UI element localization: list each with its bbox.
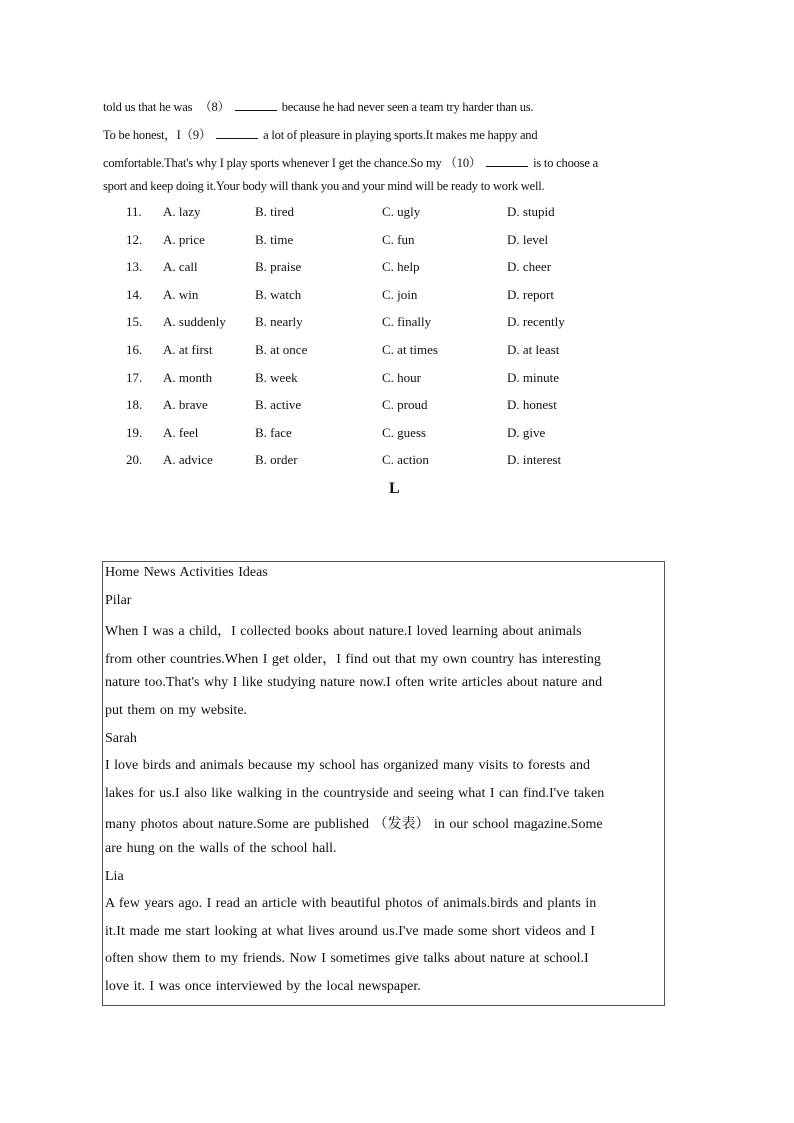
passage-text: because he had never seen a team try harder than us. <box>281 100 534 114</box>
option-b: B. tired <box>255 204 294 219</box>
text-line: many photos about nature.Some are published （发表） in our school magazine.Some <box>105 817 603 832</box>
passage-line-4 <box>103 179 683 194</box>
question-row <box>126 370 686 390</box>
text-line: put them on my website. <box>105 703 248 718</box>
text-line: often show them to my friends. Now I sometimes give talks about nature at school.I <box>105 951 589 966</box>
question-number: 17. <box>126 370 143 385</box>
question-number: 20. <box>126 452 143 467</box>
option-c: C. fun <box>382 232 415 247</box>
question-number: 11. <box>126 204 142 219</box>
option-a: A. win <box>163 287 199 302</box>
text-line: are hung on the walls of the school hall. <box>105 841 337 856</box>
option-a: A. advice <box>163 452 213 467</box>
text-line: from other countries.When I get older，I find out that my own country has interesting <box>105 652 601 667</box>
option-b: B. nearly <box>255 314 303 329</box>
question-row <box>126 232 686 252</box>
passage-line-3 <box>103 153 683 171</box>
question-row <box>126 452 686 472</box>
option-d: D. minute <box>507 370 559 385</box>
option-a: A. suddenly <box>163 314 226 329</box>
passage-text: told us that he was <box>103 100 193 114</box>
option-c: C. guess <box>382 425 427 440</box>
option-b: B. order <box>255 452 298 467</box>
answer-blank <box>235 100 277 111</box>
question-row <box>126 314 686 334</box>
option-d: D. honest <box>507 397 557 412</box>
question-number: 15. <box>126 314 143 329</box>
passage-text: comfortable.That's why I play sports whenever I get the chance.So my <box>103 156 442 170</box>
option-c: C. join <box>382 287 418 302</box>
option-c: C. action <box>382 452 429 467</box>
option-d: D. give <box>507 425 546 440</box>
passage-text: To be honest，I（9） <box>103 128 212 142</box>
option-d: D. stupid <box>507 204 555 219</box>
website-nav: Home News Activities Ideas <box>105 565 268 580</box>
blank-number: （10） <box>444 156 482 170</box>
question-number: 13. <box>126 259 143 274</box>
option-b: B. watch <box>255 287 302 302</box>
question-row <box>126 397 686 417</box>
section-letter: L <box>389 480 400 497</box>
text-line: nature too.That's why I like studying nature now.I often write articles about nature and <box>105 675 603 690</box>
option-a: A. lazy <box>163 204 201 219</box>
question-number: 18. <box>126 397 143 412</box>
text-line: it.It made me start looking at what lives around us.I've made some short videos and I <box>105 924 595 939</box>
text-line: love it. I was once interviewed by the local newspaper. <box>105 979 421 994</box>
blank-number: （8） <box>199 100 230 114</box>
author-name: Lia <box>105 869 124 884</box>
option-d: D. interest <box>507 452 562 467</box>
author-name: Pilar <box>105 593 132 608</box>
question-number: 14. <box>126 287 143 302</box>
option-a: A. feel <box>163 425 199 440</box>
question-row <box>126 204 686 224</box>
question-number: 16. <box>126 342 143 357</box>
text-line: A few years ago. I read an article with beautiful photos of animals.birds and plants in <box>105 896 597 911</box>
option-d: D. report <box>507 287 554 302</box>
option-b: B. active <box>255 397 302 412</box>
option-a: A. brave <box>163 397 208 412</box>
option-a: A. call <box>163 259 198 274</box>
answer-blank <box>216 128 258 139</box>
question-number: 12. <box>126 232 143 247</box>
passage-text: a lot of pleasure in playing sports.It makes me happy and <box>263 128 538 142</box>
option-b: B. face <box>255 425 292 440</box>
answer-blank <box>486 156 528 167</box>
option-a: A. at first <box>163 342 213 357</box>
option-c: C. ugly <box>382 204 421 219</box>
text-line: When I was a child，I collected books about nature.I loved learning about animals <box>105 624 582 639</box>
option-d: D. level <box>507 232 549 247</box>
option-d: D. recently <box>507 314 565 329</box>
option-c: C. hour <box>382 370 421 385</box>
option-a: A. price <box>163 232 205 247</box>
text-line: lakes for us.I also like walking in the countryside and seeing what I can find.I've taken <box>105 786 605 801</box>
option-c: C. proud <box>382 397 428 412</box>
option-d: D. cheer <box>507 259 552 274</box>
option-c: C. finally <box>382 314 432 329</box>
question-row <box>126 425 686 445</box>
website-box <box>102 561 665 1006</box>
question-row <box>126 287 686 307</box>
question-row <box>126 259 686 279</box>
option-b: B. time <box>255 232 294 247</box>
question-number: 19. <box>126 425 143 440</box>
author-name: Sarah <box>105 731 137 746</box>
option-b: B. week <box>255 370 298 385</box>
passage-text: is to choose a <box>533 156 598 170</box>
text-line: I love birds and animals because my school has organized many visits to forests and <box>105 758 590 773</box>
option-c: C. at times <box>382 342 438 357</box>
option-b: B. praise <box>255 259 302 274</box>
passage-line-1 <box>103 97 683 115</box>
question-row <box>126 342 686 362</box>
option-b: B. at once <box>255 342 308 357</box>
option-a: A. month <box>163 370 213 385</box>
passage-text: sport and keep doing it.Your body will thank you and your mind will be ready to work well. <box>103 179 545 193</box>
passage-line-2 <box>103 125 683 143</box>
option-d: D. at least <box>507 342 560 357</box>
option-c: C. help <box>382 259 420 274</box>
